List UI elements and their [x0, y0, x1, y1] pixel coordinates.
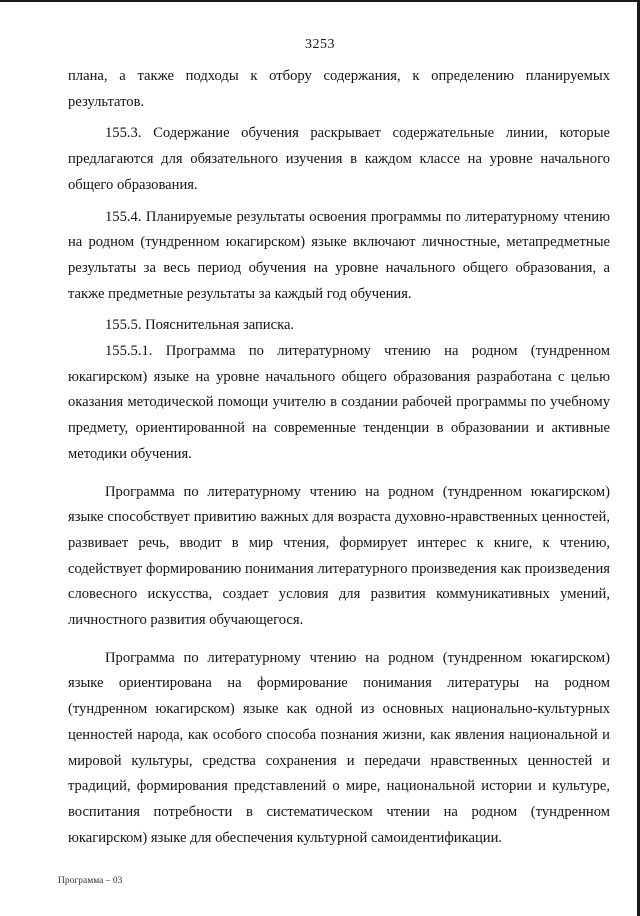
- page-number: 3253: [305, 37, 335, 52]
- footer-label: Программа – 03: [58, 876, 123, 886]
- paragraph-155-3: 155.3. Содержание обучения раскрывает содержательные линии, которые предлагаются для обязательного изучения в каждом классе на уровне начального общего образования.: [68, 125, 610, 193]
- paragraph-program-orientation: Программа по литературному чтению на родном (тундренном юкагирском) языке ориентирована на формирование понимания литературы на родном (тундренном юкагирском) языке как одной из основных национально-культурных ценностей народа, как особого способа познания жизни, как явления национальной и мировой культуры, средства сохранения и передачи нравственных ценностей и традиций, формирования представлений о мире, национальной истории и культуре, воспитания потребности в систематическом чтении на родном (тундренном юкагирском) языке для обеспечения культурной самоидентификации.: [68, 649, 610, 846]
- paragraph-155-5-1: 155.5.1. Программа по литературному чтению на родном (тундренном юкагирском) языке на уровне начального общего образования разработана с целью оказания методической помощи учителю в создании рабочей программы по учебному предмету, ориентированной на современные тенденции в образовании и активные методики обучения.: [68, 343, 610, 462]
- paragraph-program-purpose: Программа по литературному чтению на родном (тундренном юкагирском) языке способствует привитию важных для возраста духовно-нравственных ценностей, развивает речь, вводит в мир чтения, формирует интерес к книге, к чтению, содействует формированию понимания литературного произведения как произведения словесного искусства, создает условия для развития коммуникативных умений, личностного развития обучающегося.: [68, 483, 610, 629]
- paragraph-155-5: 155.5. Пояснительная записка.: [105, 317, 295, 334]
- paragraph-155-4: 155.4. Планируемые результаты освоения программы по литературному чтению на родном (тундренном юкагирском) языке включают личностные, метапредметные результаты за весь период обучения на уровне начального общего образования, а также предметные результаты за каждый год обучения.: [68, 208, 610, 302]
- scan-edge-top: [0, 0, 640, 2]
- paragraph-continuation: плана, а также подходы к отбору содержания, к определению планируемых результатов.: [68, 68, 610, 110]
- body-text: [68, 64, 610, 857]
